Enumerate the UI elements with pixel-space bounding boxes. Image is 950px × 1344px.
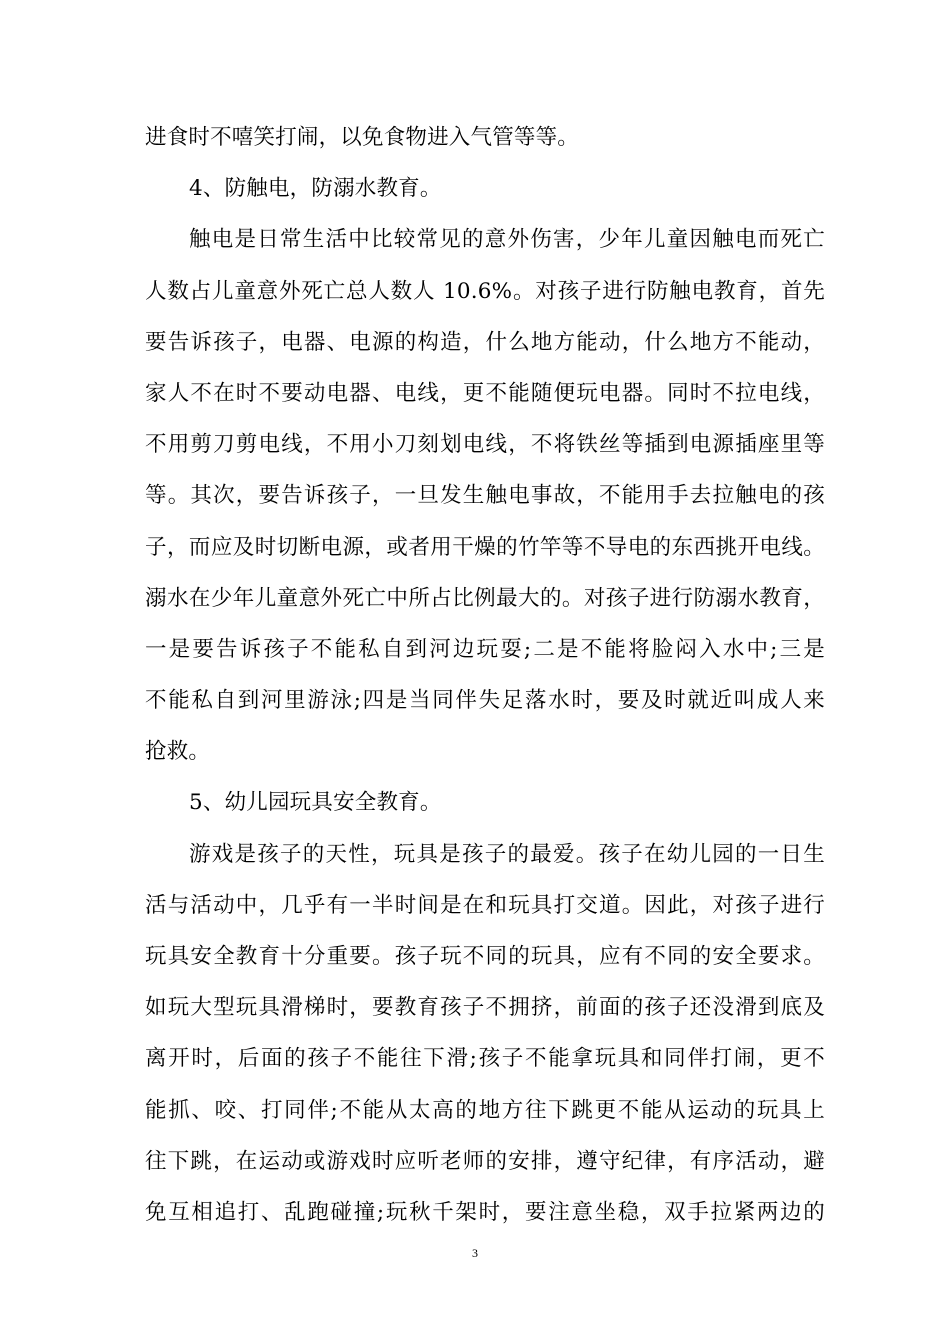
text-line: 要告诉孩子，电器、电源的构造，什么地方能动，什么地方不能动， [145, 329, 825, 355]
text-line: 触电是日常生活中比较常见的意外伤害，少年儿童因触电而死亡 [189, 227, 825, 253]
text-line: 往下跳，在运动或游戏时应听老师的安排，遵守纪律，有序活动，避 [145, 1148, 825, 1174]
text-line: 子，而应及时切断电源，或者用干燥的竹竿等不导电的东西挑开电线。 [145, 534, 825, 560]
text-line: 家人不在时不要动电器、电线，更不能随便玩电器。同时不拉电线， [145, 380, 825, 406]
text-line: 进食时不嘻笑打闹，以免食物进入气管等等。 [145, 125, 580, 150]
text-line: 免互相追打、乱跑碰撞;玩秋千架时，要注意坐稳，双手拉紧两边的 [145, 1199, 825, 1225]
text-line: 不能私自到河里游泳;四是当同伴失足落水时，要及时就近叫成人来 [145, 688, 825, 714]
text-line: 玩具安全教育十分重要。孩子玩不同的玩具，应有不同的安全要求。 [145, 944, 825, 969]
text-line: 等。其次，要告诉孩子，一旦发生触电事故，不能用手去拉触电的孩 [145, 483, 825, 509]
text-line: 离开时，后面的孩子不能往下滑;孩子不能拿玩具和同伴打闹，更不 [145, 1046, 825, 1072]
page-number: 3 [472, 1246, 478, 1260]
text-line: 溺水在少年儿童意外死亡中所占比例最大的。对孩子进行防溺水教育， [145, 585, 825, 611]
text-line: 如玩大型玩具滑梯时，要教育孩子不拥挤，前面的孩子还没滑到底及 [145, 995, 825, 1021]
text-line: 游戏是孩子的天性，玩具是孩子的最爱。孩子在幼儿园的一日生 [189, 841, 825, 867]
text-line: 一是要告诉孩子不能私自到河边玩耍;二是不能将脸闷入水中;三是 [145, 636, 825, 662]
text-line: 人数占儿童意外死亡总人数人 10.6%。对孩子进行防触电教育，首先 [145, 278, 825, 304]
text-line: 活与活动中，几乎有一半时间是在和玩具打交道。因此，对孩子进行 [145, 892, 825, 918]
text-line: 抢救。 [145, 739, 211, 765]
text-line: 能抓、咬、打同伴;不能从太高的地方往下跳更不能从运动的玩具上 [145, 1097, 825, 1123]
section-heading-5: 5、幼儿园玩具安全教育。 [189, 790, 442, 816]
section-heading-4: 4、防触电，防溺水教育。 [189, 176, 442, 202]
text-line: 不用剪刀剪电线，不用小刀刻划电线，不将铁丝等插到电源插座里等 [145, 432, 825, 458]
body-text [145, 112, 825, 1238]
